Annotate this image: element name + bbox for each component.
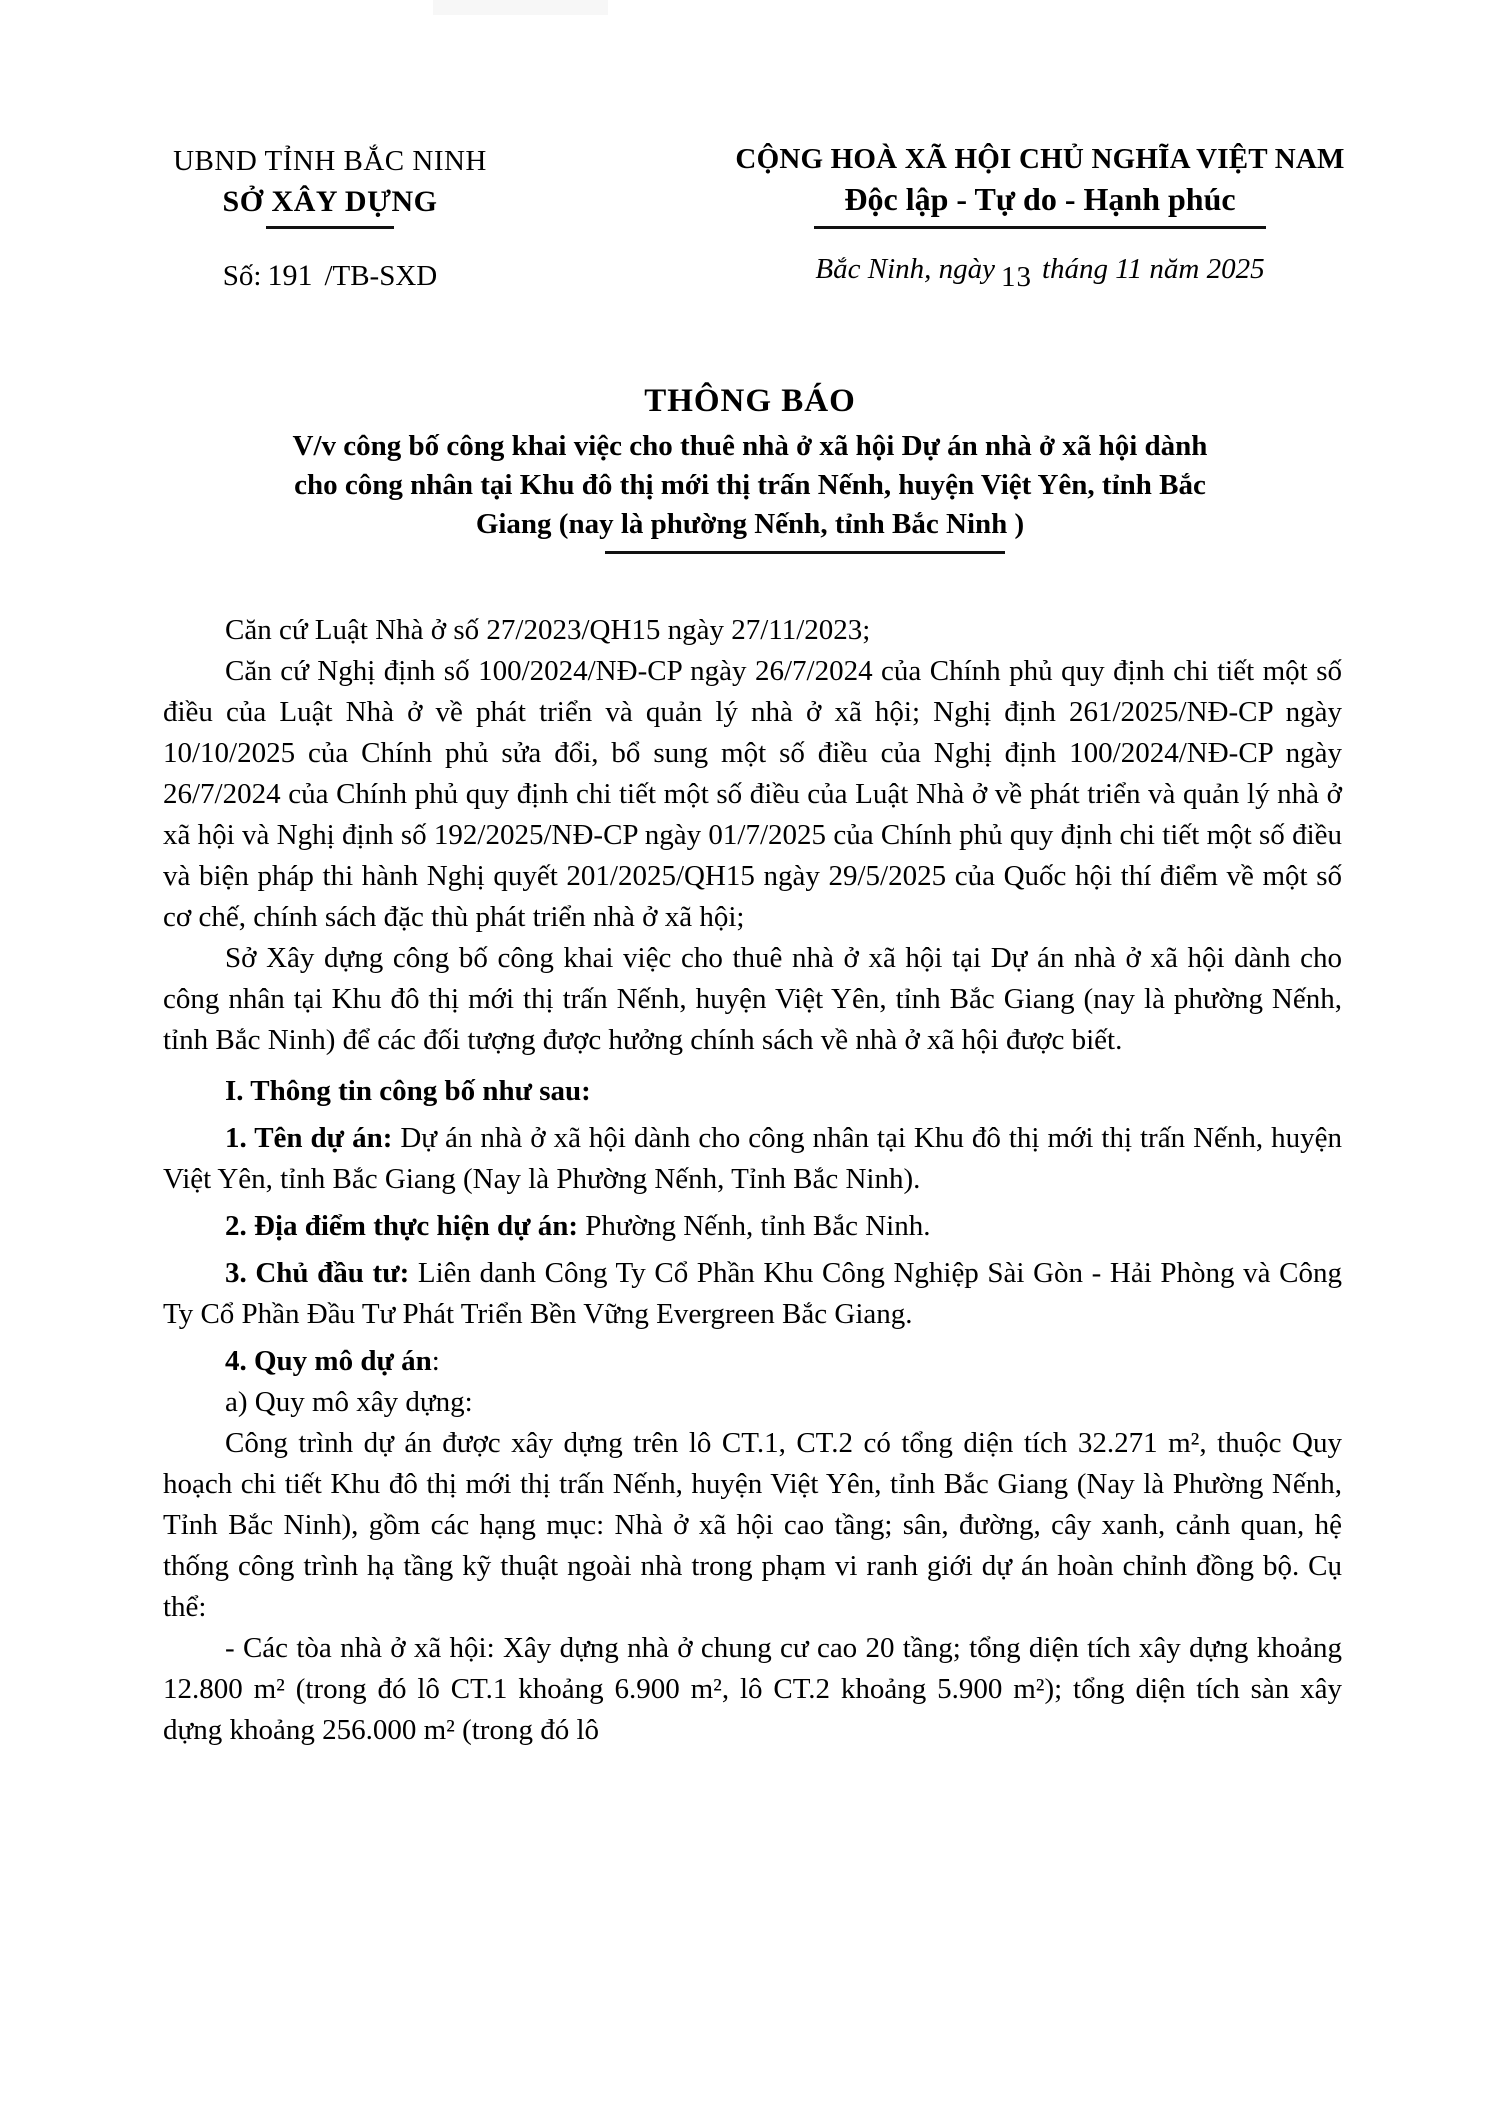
- paragraph-lead: 2. Địa điểm thực hiện dự án:: [225, 1210, 579, 1242]
- org-parent: UBND TỈNH BẮC NINH: [173, 145, 487, 177]
- doc-no-value: 191: [267, 259, 313, 292]
- document-title: THÔNG BÁO: [644, 383, 856, 419]
- org-underline: [266, 226, 394, 229]
- national-motto: Độc lập - Tự do - Hạnh phúc: [844, 181, 1236, 217]
- document-number: [80, 259, 580, 293]
- item-2: 2. Địa điểm thực hiện dự án: Phường Nếnh, tỉnh Bắc Ninh.: [225, 1210, 931, 1242]
- can-cu-1: Căn cứ Luật Nhà ở số 27/2023/QH15 ngày 27/11/2023;: [225, 614, 871, 646]
- paragraph-lead: 3. Chủ đầu tư:: [225, 1257, 410, 1289]
- doc-no-suffix: /TB-SXD: [324, 260, 438, 292]
- subject-underline: [605, 551, 1005, 554]
- place-and-date: [660, 253, 1420, 293]
- scan-artifact-bar: [433, 0, 608, 15]
- item-1: 1. Tên dự án: Dự án nhà ở xã hội dành cho công nhân tại Khu đô thị mới thị trấn Nếnh, huyện Việt Yên, tỉnh Bắc Giang (Nay là Phường Nếnh, Tỉnh Bắc Ninh).: [163, 1122, 1342, 1195]
- country-name: CỘNG HOÀ XÃ HỘI CHỦ NGHĨA VIỆT NAM: [735, 143, 1345, 175]
- paragraph-lead: 1. Tên dự án:: [225, 1122, 393, 1154]
- item-4a: a) Quy mô xây dựng:: [225, 1386, 473, 1418]
- subject: [150, 427, 1350, 544]
- header-national: [660, 143, 1420, 293]
- motto-underline: [814, 226, 1266, 229]
- subject-line: V/v công bố công khai việc cho thuê nhà ở xã hội Dự án nhà ở xã hội dành: [292, 430, 1208, 462]
- doc-no-label: Số:: [222, 260, 262, 292]
- item-4: 4. Quy mô dự án:: [225, 1345, 440, 1377]
- paragraph-lead: 4. Quy mô dự án: [225, 1345, 432, 1377]
- org-name: SỞ XÂY DỰNG: [222, 185, 438, 218]
- intro: Sở Xây dựng công bố công khai việc cho thuê nhà ở xã hội tại Dự án nhà ở xã hội dành cho công nhân tại Khu đô thị mới thị trấn Nếnh, huyện Việt Yên, tỉnh Bắc Giang (nay là phường Nếnh, tỉnh Bắc Ninh) để các đối tượng được hưởng chính sách về nhà ở xã hội được biết.: [163, 942, 1342, 1056]
- date-prefix: Bắc Ninh, ngày: [815, 253, 995, 285]
- section-heading-1: I. Thông tin công bố như sau:: [225, 1075, 591, 1107]
- date-day: 13: [1001, 261, 1032, 293]
- scale-paragraph: Công trình dự án được xây dựng trên lô CT.1, CT.2 có tổng diện tích 32.271 m², thuộc Quy hoạch chi tiết Khu đô thị mới thị trấn Nếnh, huyện Việt Yên, tỉnh Bắc Giang (Nay là Phường Nếnh, Tỉnh Bắc Ninh), gồm các hạng mục: Nhà ở xã hội cao tầng; sân, đường, cây xanh, cảnh quan, hệ thống công trình hạ tầng kỹ thuật ngoài nhà trong phạm vi ranh giới dự án hoàn chỉnh đồng bộ. Cụ thể:: [163, 1427, 1342, 1623]
- document-body: [163, 610, 1342, 1751]
- item-3: 3. Chủ đầu tư: Liên danh Công Ty Cổ Phần Khu Công Nghiệp Sài Gòn - Hải Phòng và Công Ty Cổ Phần Đầu Tư Phát Triển Bền Vững Evergreen Bắc Giang.: [163, 1257, 1342, 1330]
- date-suffix: tháng 11 năm 2025: [1042, 253, 1265, 285]
- subject-line: cho công nhân tại Khu đô thị mới thị trấn Nếnh, huyện Việt Yên, tỉnh Bắc: [294, 469, 1206, 501]
- towers-paragraph: - Các tòa nhà ở xã hội: Xây dựng nhà ở chung cư cao 20 tầng; tổng diện tích xây dựng khoảng 12.800 m² (trong đó lô CT.1 khoảng 6.900 m², lô CT.2 khoảng 5.900 m²); tổng diện tích sàn xây dựng khoảng 256.000 m² (trong đó lô: [163, 1632, 1342, 1746]
- subject-line: Giang (nay là phường Nếnh, tỉnh Bắc Ninh ): [475, 508, 1025, 540]
- can-cu-2: Căn cứ Nghị định số 100/2024/NĐ-CP ngày 26/7/2024 của Chính phủ quy định chi tiết một số điều của Luật Nhà ở về phát triển và quản lý nhà ở xã hội; Nghị định 261/2025/NĐ-CP ngày 10/10/2025 của Chính phủ sửa đổi, bổ sung một số điều của Nghị định 100/2024/NĐ-CP ngày 26/7/2024 của Chính phủ quy định chi tiết một số điều của Luật Nhà ở về phát triển và quản lý nhà ở xã hội và Nghị định số 192/2025/NĐ-CP ngày 01/7/2025 của Chính phủ quy định chi tiết một số điều và biện pháp thi hành Nghị quyết 201/2025/QH15 ngày 29/5/2025 của Quốc hội thí điểm về một số cơ chế, chính sách đặc thù phát triển nhà ở xã hội;: [163, 655, 1342, 933]
- header-issuing-org: [80, 145, 580, 293]
